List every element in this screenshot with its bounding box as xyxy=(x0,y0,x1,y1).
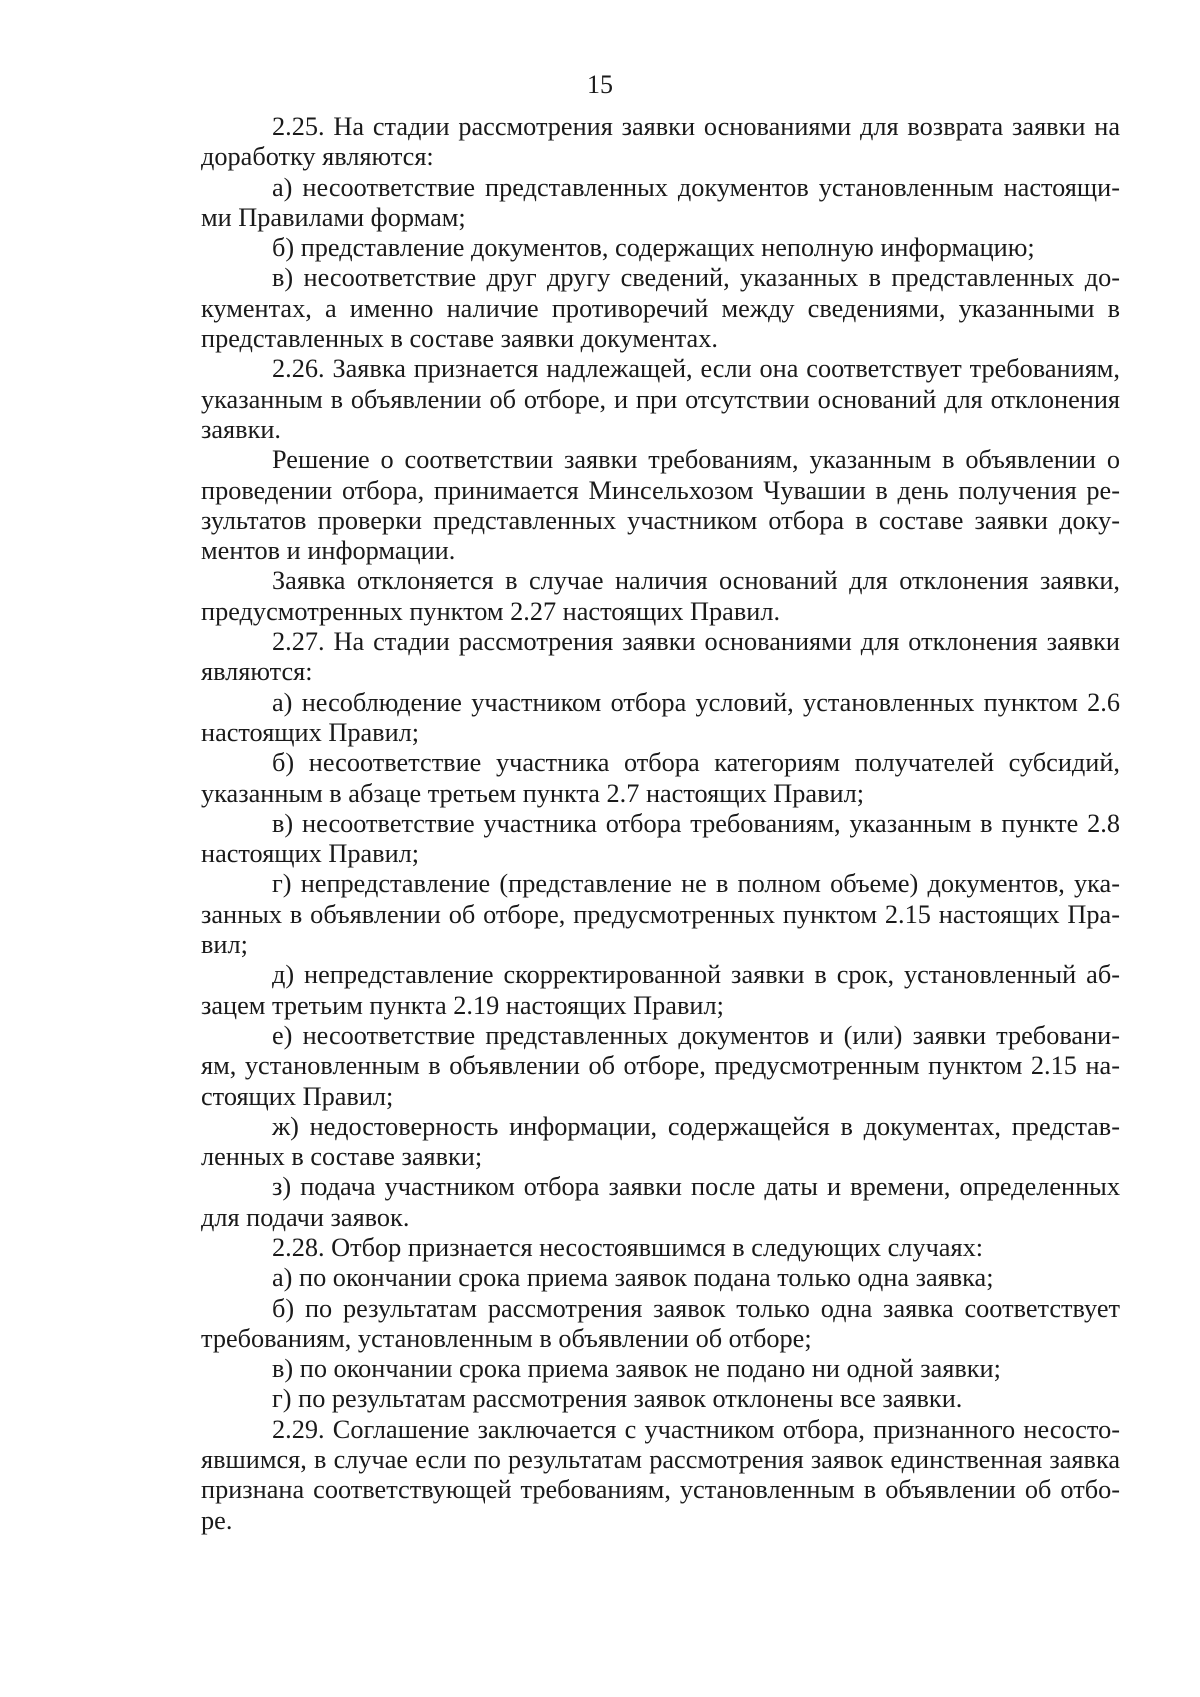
paragraph: 2.25. На стадии рассмотрения заявки основаниями для возврата заявки на доработку являются: xyxy=(201,112,1120,172)
paragraph: в) несоответствие друг другу сведений, указанных в представленных документах, а именно наличие противоречий между сведениями, указанными в представленных в составе заявки документах. xyxy=(201,263,1120,354)
paragraph: ж) недостоверность информации, содержащейся в документах, представленных в составе заявки; xyxy=(201,1111,1120,1172)
paragraph: б) несоответствие участника отбора категориям получателей субсидий, указанным в абзаце третьем пункта 2.7 настоящих Правил; xyxy=(201,748,1120,808)
paragraph: г) непредставление (представление не в полном объеме) документов, указанных в объявлении об отборе, предусмотренных пунктом 2.15 настоящих Правил; xyxy=(201,869,1120,960)
paragraph: 2.27. На стадии рассмотрения заявки основаниями для отклонения заявки являются: xyxy=(201,627,1120,687)
paragraph: б) по результатам рассмотрения заявок только одна заявка соответствует требованиям, установленным в объявлении об отборе; xyxy=(201,1293,1120,1353)
paragraph: а) несоответствие представленных документов установленным настоящими Правилами формам; xyxy=(201,172,1120,232)
page-number: 15 xyxy=(587,70,613,99)
paragraph: з) подача участником отбора заявки после даты и времени, определенных для подачи заявок. xyxy=(201,1172,1120,1232)
document-body xyxy=(201,112,1120,1536)
paragraph: 2.28. Отбор признается несостоявшимся в следующих случаях: xyxy=(272,1232,984,1262)
paragraph: а) по окончании срока приема заявок подана только одна заявка; xyxy=(272,1263,994,1293)
paragraph: в) по окончании срока приема заявок не подано ни одной заявки; xyxy=(272,1354,1001,1384)
paragraph: 2.29. Соглашение заключается с участником отбора, признанного несостоявшимся, в случае если по результатам рассмотрения заявок единственная заявка признана соответствующей требованиям, установленным в объявлении об отборе. xyxy=(201,1414,1120,1535)
paragraph: Решение о соответствии заявки требованиям, указанным в объявлении о проведении отбора, принимается Минсельхозом Чувашии в день получения результатов проверки представленных участником отбора в составе заявки документов и информации. xyxy=(201,445,1120,566)
paragraph: б) представление документов, содержащих неполную информацию; xyxy=(272,233,1035,263)
paragraph: Заявка отклоняется в случае наличия оснований для отклонения заявки, предусмотренных пунктом 2.27 настоящих Правил. xyxy=(201,566,1120,626)
paragraph: г) по результатам рассмотрения заявок отклонены все заявки. xyxy=(272,1384,963,1414)
paragraph: 2.26. Заявка признается надлежащей, если она соответствует требованиям, указанным в объявлении об отборе, и при отсутствии оснований для отклонения заявки. xyxy=(201,354,1120,444)
paragraph: е) несоответствие представленных документов и (или) заявки требованиям, установленным в объявлении об отборе, предусмотренным пунктом 2.15 настоящих Правил; xyxy=(201,1020,1120,1111)
paragraph: а) несоблюдение участником отбора условий, установленных пунктом 2.6 настоящих Правил; xyxy=(201,687,1120,747)
paragraph: в) несоответствие участника отбора требованиям, указанным в пункте 2.8 настоящих Правил; xyxy=(201,808,1120,869)
paragraph: д) непредставление скорректированной заявки в срок, установленный абзацем третьим пункта 2.19 настоящих Правил; xyxy=(201,960,1120,1020)
